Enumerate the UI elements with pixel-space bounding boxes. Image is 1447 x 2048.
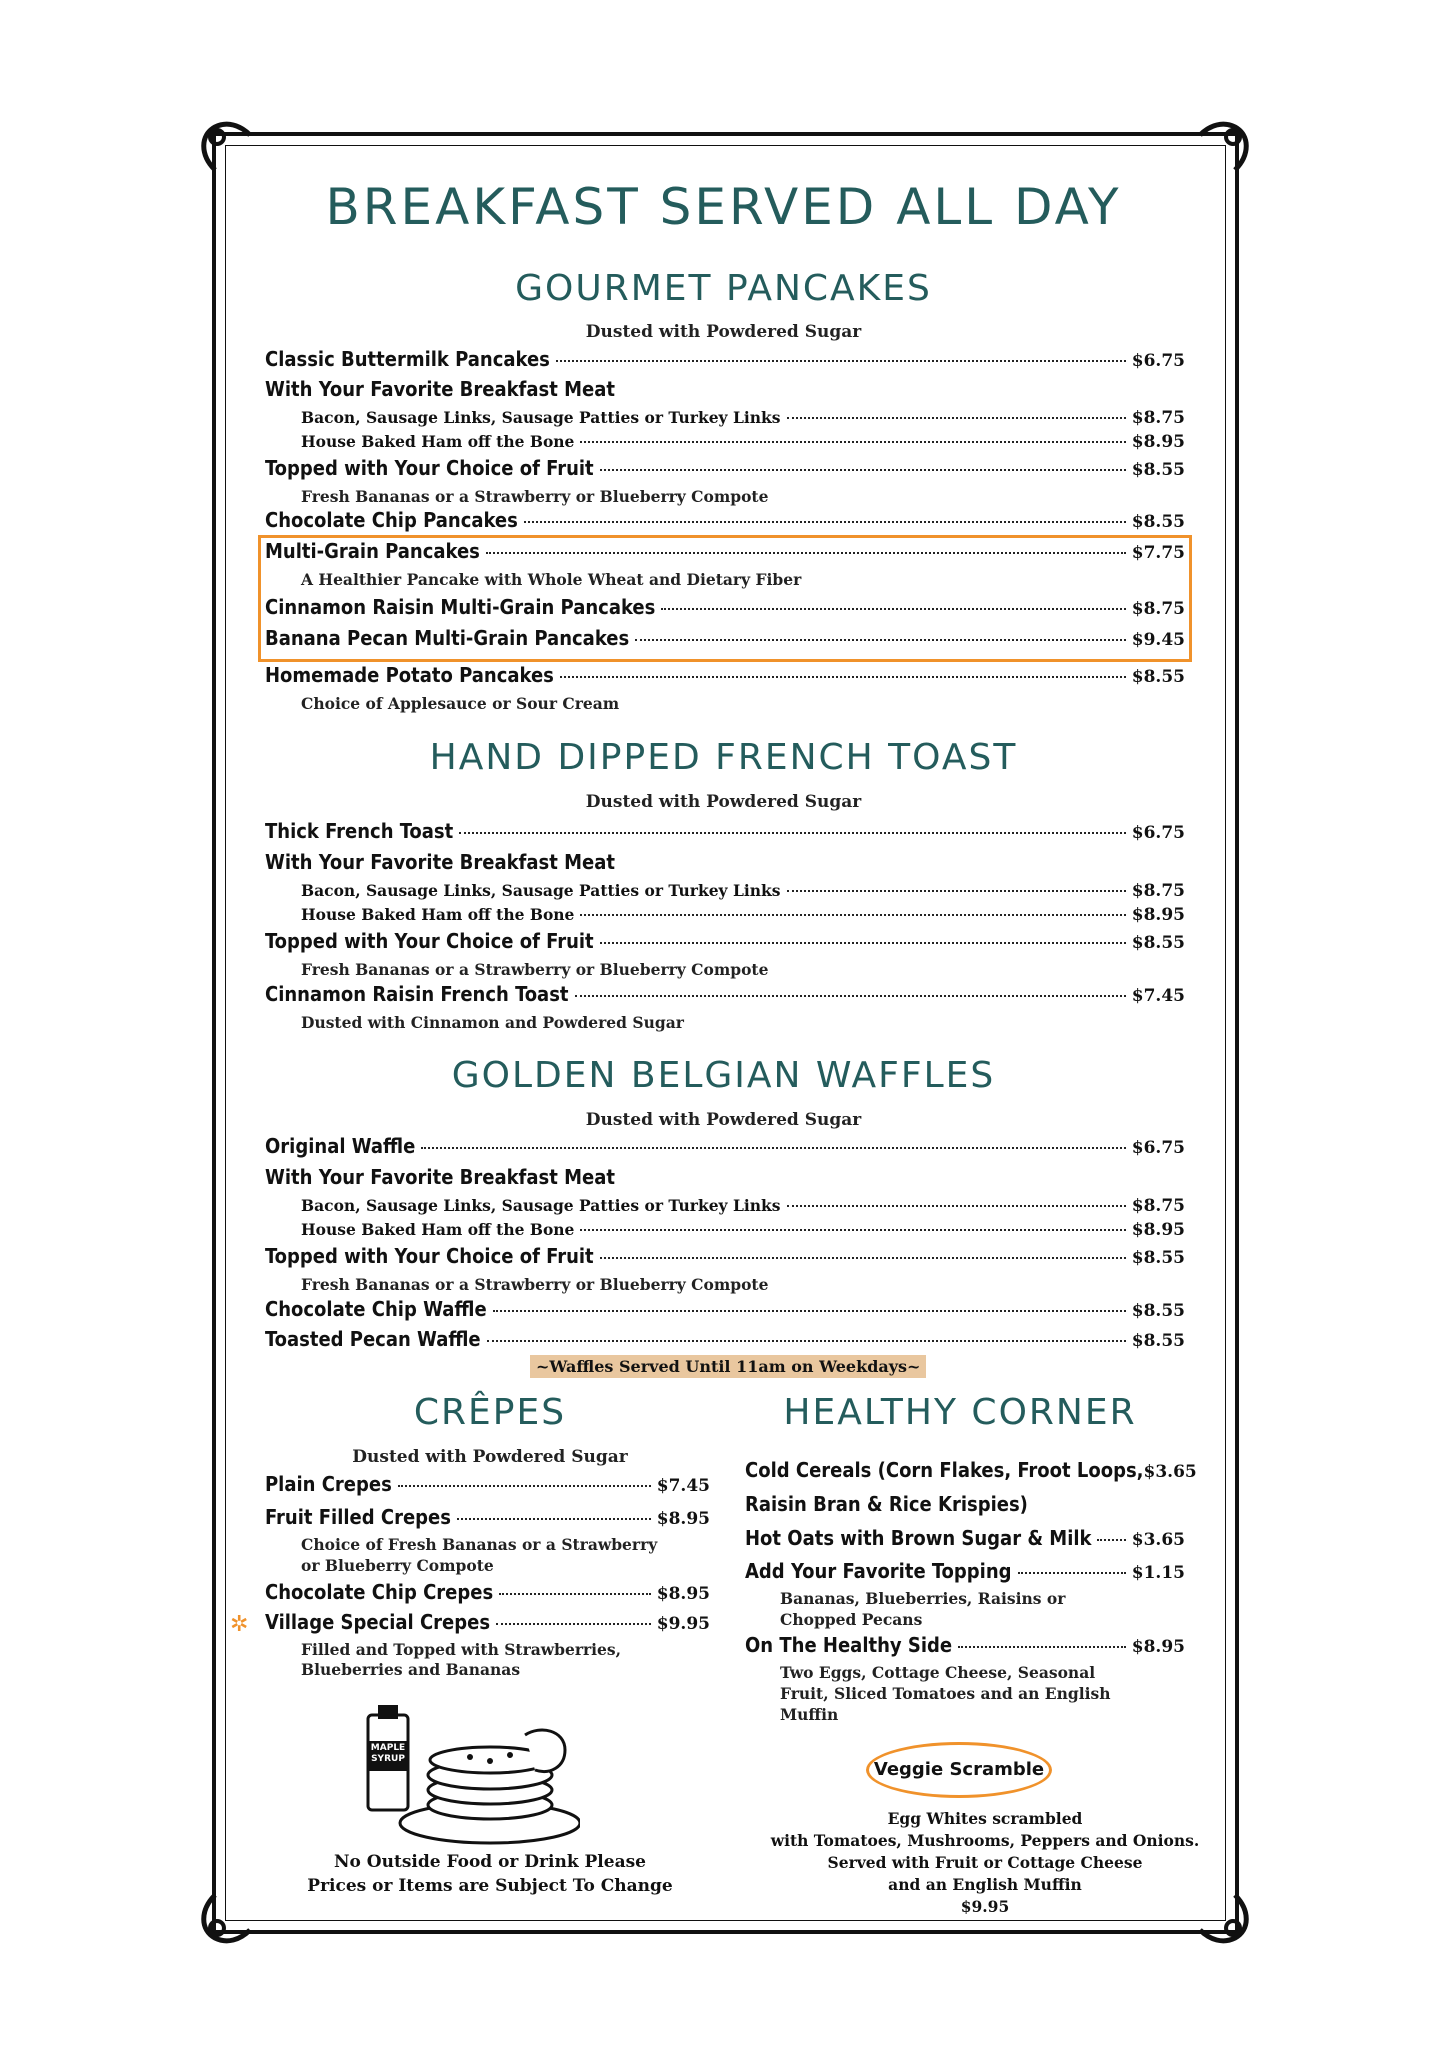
menu-item: Toasted Pecan Waffle $8.55 [265,1327,1185,1351]
section-title-pancakes: GOURMET PANCAKES [515,268,932,309]
veggie-line: Served with Fruit or Cottage Cheese [827,1853,1143,1872]
menu-item: Bacon, Sausage Links, Sausage Patties or Turkey Links $8.75 [301,1196,1185,1216]
item-description: Fresh Bananas or a Strawberry or Blueberry Compote [301,1275,769,1294]
item-description: A Healthier Pancake with Whole Wheat and Dietary Fiber [301,570,802,589]
menu-item: With Your Favorite Breakfast Meat [265,1165,615,1189]
menu-item: With Your Favorite Breakfast Meat [265,850,615,874]
veggie-price: $9.95 [960,1897,1010,1916]
veggie-line: with Tomatoes, Mushrooms, Peppers and Onions. [770,1831,1200,1850]
veggie-line: and an English Muffin [888,1875,1082,1894]
veggie-scramble-badge: Veggie Scramble [866,1742,1052,1798]
menu-item: Bacon, Sausage Links, Sausage Patties or Turkey Links $8.75 [301,408,1185,428]
veggie-scramble-description [765,1808,1205,1918]
menu-item: Village Special Crepes $9.95 [265,1610,710,1634]
corner-ornament-icon [1195,115,1255,175]
menu-item: Cold Cereals (Corn Flakes, Froot Loops, $3.65 [745,1458,1197,1482]
menu-item: House Baked Ham off the Bone $8.95 [301,905,1185,925]
menu-item: Multi-Grain Pancakes $7.75 [265,539,1185,563]
footer-line: Prices or Items are Subject To Change [307,1876,673,1896]
section-title-crepes: CRÊPES [413,1392,567,1433]
veggie-line: Egg Whites scrambled [887,1809,1083,1828]
menu-item: House Baked Ham off the Bone $8.95 [301,1220,1185,1240]
syrup-label: MAPLE SYRUP [370,1743,406,1764]
menu-item: Hot Oats with Brown Sugar & Milk $3.65 [745,1526,1185,1550]
menu-item: Classic Buttermilk Pancakes $6.75 [265,347,1185,371]
menu-item: Bacon, Sausage Links, Sausage Patties or Turkey Links $8.75 [301,881,1185,901]
menu-item: Banana Pecan Multi-Grain Pancakes $9.45 [265,626,1185,650]
item-description: Chopped Pecans [780,1610,923,1629]
menu-item: Cinnamon Raisin French Toast $7.45 [265,982,1185,1006]
menu-item: Chocolate Chip Waffle $8.55 [265,1297,1185,1321]
item-description: Fresh Bananas or a Strawberry or Blueberry Compote [301,960,769,979]
menu-item: Thick French Toast $6.75 [265,819,1185,843]
item-description: Blueberries and Bananas [301,1660,521,1679]
item-description: Fruit, Sliced Tomatoes and an English [780,1684,1111,1703]
menu-item: Plain Crepes $7.45 [265,1472,710,1496]
item-description: or Blueberry Compote [301,1556,494,1575]
footer-line: No Outside Food or Drink Please [334,1852,646,1872]
item-description: Dusted with Cinnamon and Powdered Sugar [301,1013,684,1032]
menu-item: Topped with Your Choice of Fruit $8.55 [265,929,1185,953]
menu-item: Chocolate Chip Pancakes $8.55 [265,508,1185,532]
section-subtitle: Dusted with Powdered Sugar [585,792,862,812]
item-description: Two Eggs, Cottage Cheese, Seasonal [780,1663,1096,1682]
section-title-healthy-corner: HEALTHY CORNER [783,1392,1137,1433]
waffle-hours-note: ~Waffles Served Until 11am on Weekdays~ [530,1355,926,1378]
menu-item: Fruit Filled Crepes $8.95 [265,1505,710,1529]
menu-item: Homemade Potato Pancakes $8.55 [265,663,1185,687]
menu-item: On The Healthy Side $8.95 [745,1633,1185,1657]
menu-item: Topped with Your Choice of Fruit $8.55 [265,1244,1185,1268]
item-description: Fresh Bananas or a Strawberry or Blueberry Compote [301,487,769,506]
menu-item: House Baked Ham off the Bone $8.95 [301,432,1185,452]
item-description: Choice of Fresh Bananas or a Strawberry [301,1535,658,1554]
item-description: Bananas, Blueberries, Raisins or [780,1589,1066,1608]
section-subtitle: Dusted with Powdered Sugar [352,1447,628,1467]
menu-item: Chocolate Chip Crepes $8.95 [265,1580,710,1604]
item-description: Filled and Topped with Strawberries, [301,1640,622,1659]
item-description: Choice of Applesauce or Sour Cream [301,694,620,713]
section-title-french-toast: HAND DIPPED FRENCH TOAST [429,737,1018,778]
pancake-stack-illustration [360,1705,580,1845]
corner-ornament-icon [195,1890,255,1950]
section-subtitle: Dusted with Powdered Sugar [585,322,862,342]
menu-item: Original Waffle $6.75 [265,1134,1185,1158]
special-star-icon: ✲ [230,1612,249,1637]
corner-ornament-icon [195,115,255,175]
menu-item: Topped with Your Choice of Fruit $8.55 [265,456,1185,480]
menu-item: With Your Favorite Breakfast Meat [265,377,615,401]
section-title-waffles: GOLDEN BELGIAN WAFFLES [451,1055,996,1096]
page-title: BREAKFAST SERVED ALL DAY [325,178,1122,236]
section-subtitle: Dusted with Powdered Sugar [585,1110,862,1130]
footer-notice [265,1850,715,1898]
menu-item: Add Your Favorite Topping $1.15 [745,1559,1185,1583]
item-description: Muffin [780,1705,839,1724]
menu-item: Raisin Bran & Rice Krispies) [745,1492,1028,1516]
menu-item: Cinnamon Raisin Multi-Grain Pancakes $8.75 [265,595,1185,619]
